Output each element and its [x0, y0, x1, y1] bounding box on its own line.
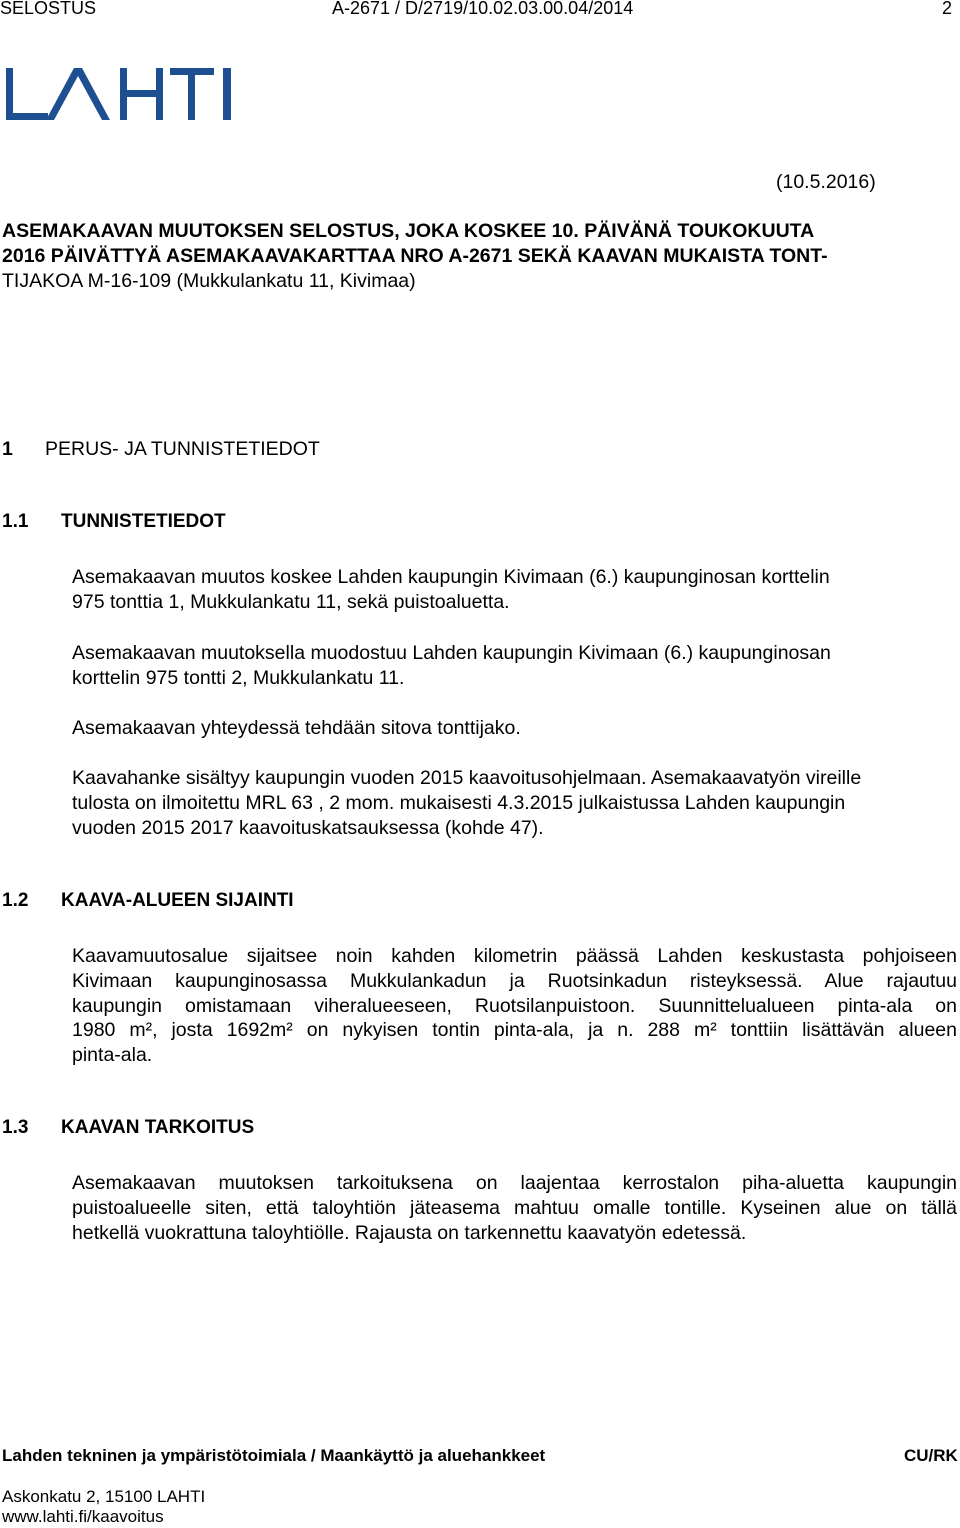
section-1-title: PERUS- JA TUNNISTETIEDOT [45, 438, 320, 460]
lahti-logo [6, 68, 232, 120]
section-1-2-number: 1.2 [2, 890, 29, 911]
paragraph-1-1-b [72, 641, 957, 691]
paragraph-line: Asemakaavan muutos koskee Lahden kaupungin Kivimaan (6.) kaupunginosan korttelin [72, 566, 830, 588]
paragraph-line: hetkellä vuokrattuna taloyhtiölle. Rajausta on tarkennettu kaavatyön edetessä. [72, 1221, 747, 1244]
section-1-number: 1 [2, 438, 13, 460]
section-1-1-number: 1.1 [2, 511, 29, 532]
header-reference: A-2671 / D/2719/10.02.03.00.04/2014 [332, 0, 634, 18]
section-1-2-title: KAAVA-ALUEEN SIJAINTI [61, 890, 294, 911]
footer-website: www.lahti.fi/kaavoitus [2, 1507, 164, 1526]
document-title-line: ASEMAKAAVAN MUUTOKSEN SELOSTUS, JOKA KOSKEE 10. PÄIVÄNÄ TOUKOKUUTA [2, 220, 815, 242]
paragraph-line: pinta-ala. [72, 1044, 153, 1067]
paragraph-line: Asemakaavan muutoksen tarkoituksena on laajentaa kerrostalon piha-aluetta kaupungin [72, 1172, 957, 1194]
header-doc-type: SELOSTUS [0, 0, 97, 18]
paragraph-1-1-c: Asemakaavan yhteydessä tehdään sitova tonttijako. [72, 717, 521, 739]
footer-initials: CU/RK [904, 1446, 958, 1465]
paragraph-line: Kivimaan kaupunginosassa Mukkulankadun ja Ruotsinkadun risteyksessä. Alue rajautuu [72, 969, 957, 992]
section-1-1-title: TUNNISTETIEDOT [61, 511, 226, 532]
paragraph-line: 1980 m², josta 1692m² on nykyisen tontin pinta-ala, ja n. 288 m² tonttiin lisättävän alueen [72, 1019, 957, 1042]
paragraph-line: 975 tonttia 1, Mukkulankatu 11, sekä puistoaluetta. [72, 590, 510, 613]
document-date: (10.5.2016) [776, 171, 876, 193]
paragraph-line: kaupungin omistamaan viheralueeseen, Ruotsilanpuistoon. Suunnittelualueen pinta-ala on [72, 994, 957, 1017]
footer-department: Lahden tekninen ja ympäristötoimiala / Maankäyttö ja aluehankkeet [2, 1446, 546, 1465]
paragraph-line: tulosta on ilmoitettu MRL 63 , 2 mom. mukaisesti 4.3.2015 julkaistussa Lahden kaupungin [72, 791, 846, 814]
paragraph-line: Kaavamuutosalue sijaitsee noin kahden kilometrin päässä Lahden keskustasta pohjoiseen [72, 945, 957, 967]
paragraph-line: Kaavahanke sisältyy kaupungin vuoden 2015 kaavoitusohjelmaan. Asemakaavatyön vireille [72, 767, 862, 789]
header-page-number: 2 [942, 0, 953, 18]
paragraph-1-1-a [72, 565, 957, 615]
paragraph-line: puistoalueelle siten, että taloyhtiön jäteasema mahtuu omalle tontille. Kyseinen alue on tällä [72, 1196, 957, 1219]
paragraph-1-3 [72, 1171, 957, 1245]
paragraph-1-2 [72, 944, 957, 1068]
paragraph-line: Asemakaavan muutoksella muodostuu Lahden kaupungin Kivimaan (6.) kaupunginosan [72, 642, 831, 664]
paragraph-line: vuoden 2015 2017 kaavoituskatsauksessa (kohde 47). [72, 816, 544, 839]
section-1-3-number: 1.3 [2, 1117, 29, 1138]
paragraph-1-1-d [72, 766, 957, 840]
document-title-line: 2016 PÄIVÄTTYÄ ASEMAKAAVAKARTTAA NRO A-2671 SEKÄ KAAVAN MUKAISTA TONT- [2, 245, 828, 267]
section-1-3-title: KAAVAN TARKOITUS [61, 1117, 255, 1138]
paragraph-line: korttelin 975 tontti 2, Mukkulankatu 11. [72, 666, 405, 689]
footer-address: Askonkatu 2, 15100 LAHTI [2, 1487, 206, 1506]
document-title-line: TIJAKOA M-16-109 (Mukkulankatu 11, Kivimaa) [2, 270, 416, 292]
